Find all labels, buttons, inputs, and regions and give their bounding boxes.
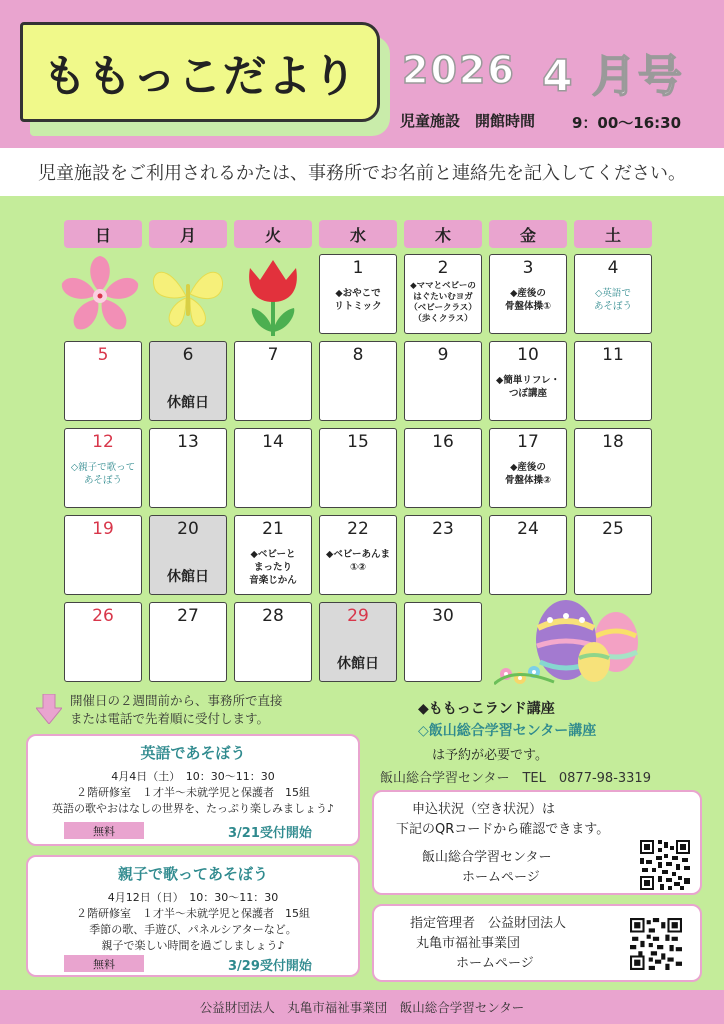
closed-label: 休館日: [337, 656, 379, 672]
day-cell-16: 16: [404, 428, 482, 508]
day-cell-8: 8: [319, 341, 397, 421]
day-cell-5: 5: [64, 341, 142, 421]
event-rhythmic: ◆おやこで リトミック: [334, 288, 382, 312]
phone-number: 飯山総合学習センター TEL 0877-98-3319: [380, 771, 651, 786]
day-cell-9: 9: [404, 341, 482, 421]
day-cell-1: 1 ◆おやこで リトミック: [319, 254, 397, 334]
sakura-flower-icon: [56, 250, 144, 338]
manager-line1: 指定管理者 公益財団法人: [410, 916, 567, 931]
english-event-desc: 英語の歌やおはなしの世界を、たっぷり楽しみましょう♪: [51, 802, 335, 815]
event-song: ◇親子で歌って あそぼう: [70, 462, 136, 486]
event-english: ◇英語で あそぼう: [593, 288, 632, 312]
day-cell-27: 27: [149, 602, 227, 682]
day-cell-25: 25: [574, 515, 652, 595]
courses-line2: ◇飯山総合学習センター講座: [418, 723, 597, 739]
qr-code-icon[interactable]: [630, 918, 682, 970]
day-cell-11: 11: [574, 341, 652, 421]
day-cell-29: 29 休館日: [319, 602, 397, 682]
day-cell-4: 4 ◇英語で あそぼう: [574, 254, 652, 334]
day-cell-30: 30: [404, 602, 482, 682]
english-event-date: 4月4日（土） 10：30～11：30: [111, 770, 275, 783]
closed-label: 休館日: [167, 395, 209, 411]
day-cell-2: 2 ◆ママとベビーの はぐたいむヨガ （ベビークラス） （歩くクラス）: [404, 254, 482, 334]
song-event-title: 親子で歌ってあそぼう: [117, 865, 268, 883]
weekday-thu: 木: [404, 220, 482, 248]
down-arrow-icon: [36, 694, 62, 724]
song-event-date: 4月12日（日） 10：30～11：30: [107, 891, 279, 904]
weekday-fri: 金: [489, 220, 567, 248]
english-event-title: 英語であそぼう: [140, 744, 246, 762]
tulip-icon: [238, 250, 308, 340]
day-cell-23: 23: [404, 515, 482, 595]
status-line2: 下記のQRコードから確認できます。: [396, 822, 610, 837]
status-qr-box: [372, 790, 702, 895]
day-cell-18: 18: [574, 428, 652, 508]
song-event-box: [26, 855, 360, 977]
registration-note: 開催日の２週間前から、事務所で直接 または電話で先着順に受付します。: [70, 693, 283, 726]
notice-banner: 児童施設をご利用されるかたは、事務所でお名前と連絡先を記入してください。: [0, 148, 724, 196]
weekday-sat: 土: [574, 220, 652, 248]
weekday-wed: 水: [319, 220, 397, 248]
issue-month: 4 月号: [542, 51, 684, 102]
english-event-fee: 無料: [64, 822, 144, 839]
day-cell-3: 3 ◆産後の 骨盤体操①: [489, 254, 567, 334]
day-cell-6: 6 休館日: [149, 341, 227, 421]
header: [0, 0, 724, 148]
english-event-box: [26, 734, 360, 846]
courses-line1: ◆ももっこランド講座: [418, 701, 555, 717]
day-cell-21: 21 ◆ベビーと まったり 音楽じかん: [234, 515, 312, 595]
day-cell-20: 20 休館日: [149, 515, 227, 595]
weekday-mon: 月: [149, 220, 227, 248]
footer: 公益財団法人 丸亀市福祉事業団 飯山総合学習センター: [0, 990, 724, 1024]
day-cell-13: 13: [149, 428, 227, 508]
english-event-deadline: 3/21受付開始: [228, 826, 312, 841]
status-line4: ホームページ: [462, 870, 540, 885]
closed-label: 休館日: [167, 569, 209, 585]
day-cell-12: 12 ◇親子で歌って あそぼう: [64, 428, 142, 508]
song-event-fee: 無料: [64, 955, 144, 972]
day-cell-17: 17 ◆産後の 骨盤体操②: [489, 428, 567, 508]
day-cell-28: 28: [234, 602, 312, 682]
song-event-desc2: 親子で楽しい時間を過ごしましょう♪: [101, 939, 285, 952]
event-baby-music: ◆ベビーと まったり 音楽じかん: [249, 549, 297, 586]
song-event-desc1: 季節の歌、手遊び、パネルシアターなど。: [89, 923, 297, 936]
qr-code-icon[interactable]: [640, 840, 690, 890]
event-pelvic-1: ◆産後の 骨盤体操①: [504, 288, 552, 312]
status-line1: 申込状況（空き状況）は: [412, 802, 556, 817]
event-baby-massage: ◆ベビーあんま ①②: [326, 549, 390, 573]
english-event-place: ２階研修室 １才半～未就学児と保護者 15組: [76, 786, 310, 799]
manager-line2: 丸亀市福祉事業団: [416, 936, 521, 951]
title-box: [20, 22, 380, 122]
event-pelvic-2: ◆産後の 骨盤体操②: [504, 462, 552, 486]
song-event-place: ２階研修室 １才半～未就学児と保護者 15組: [76, 907, 310, 920]
hours-label: 児童施設 開館時間: [400, 112, 536, 130]
courses-line3: は予約が必要です。: [432, 748, 548, 763]
hours-value: 9：00～16:30: [572, 114, 682, 132]
day-cell-10: 10 ◆簡単リフレ・ つぼ講座: [489, 341, 567, 421]
day-cell-24: 24: [489, 515, 567, 595]
day-cell-7: 7: [234, 341, 312, 421]
day-cell-19: 19: [64, 515, 142, 595]
day-cell-15: 15: [319, 428, 397, 508]
event-yoga: ◆ママとベビーの はぐたいむヨガ （ベビークラス） （歩くクラス）: [409, 281, 477, 324]
weekday-tue: 火: [234, 220, 312, 248]
page-title: ももっこだより: [42, 51, 358, 102]
butterfly-icon: [148, 256, 228, 336]
event-reflexology: ◆簡単リフレ・ つぼ講座: [496, 375, 560, 399]
day-cell-26: 26: [64, 602, 142, 682]
easter-eggs-icon: [494, 596, 644, 688]
weekday-sun: 日: [64, 220, 142, 248]
manager-line3: ホームページ: [456, 956, 534, 971]
manager-qr-box: [372, 904, 702, 982]
status-line3: 飯山総合学習センター: [422, 850, 552, 865]
year: 2026: [402, 48, 516, 92]
day-cell-14: 14: [234, 428, 312, 508]
song-event-deadline: 3/29受付開始: [228, 959, 312, 974]
day-cell-22: 22 ◆ベビーあんま ①②: [319, 515, 397, 595]
